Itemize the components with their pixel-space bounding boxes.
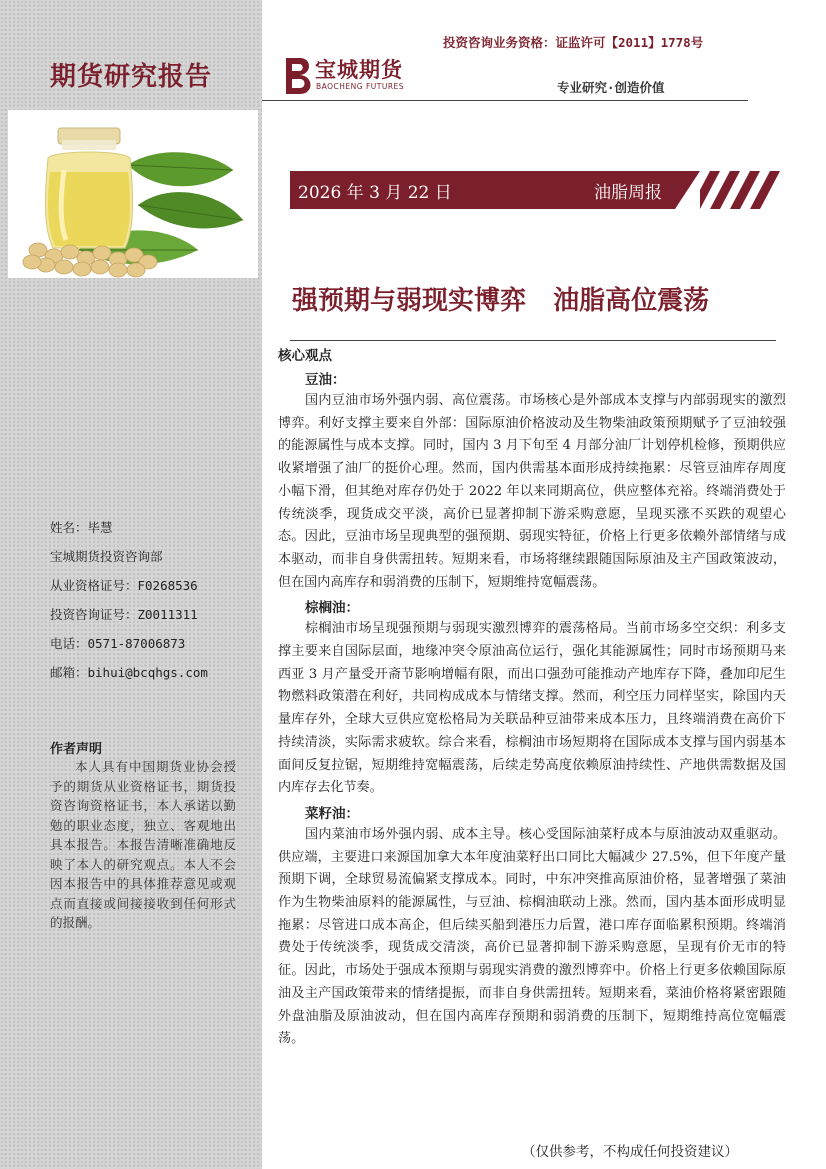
section-text-soybean-oil: 国内豆油市场外强内弱、高位震荡。市场核心是外部成本支撑与内部弱现实的激烈博弈。利好支撑主要来自外部：国际原油价格波动及生物柴油政策预期赋予了豆油较强的能源属性与成本支撑。同时，国内 3 月下旬至 4 月部分油厂计划停机检修，预期供应收紧增强了油厂的挺价心理。然而，国内供需基本面形成持续拖累：尽管豆油库存周度小幅下滑，但其绝对库存仍处于 2022 年以来同期高位，供应整体充裕。终端消费处于传统淡季，现货成交平淡，高价已显著抑制下游采购意愿，呈现买涨不买跌的观望心态。因此，豆油市场呈现典型的强预期、弱现实特征，价格上行更多依赖外部情绪与成本驱动，而非自身供需扭转。短期来看，市场将继续跟随国际原油及主产国政策波动，但在国内高库存和弱消费的压制下，短期维持宽幅震荡。: [278, 393, 786, 590]
sidebar: [0, 0, 262, 1169]
report-category-title: 期货研究报告: [50, 62, 213, 92]
section-heading-soybean-oil: 豆油：: [305, 372, 346, 388]
product-photo: [8, 110, 258, 278]
title-divider: [290, 340, 776, 341]
core-views-heading: 核心观点: [278, 348, 332, 364]
author-phone: 电话：0571-87006873: [50, 636, 186, 651]
section-heading-rapeseed-oil: 菜籽油：: [305, 805, 359, 822]
section-text-palm-oil: 棕榈油市场呈现强预期与弱现实激烈博弈的震荡格局。当前市场多空交织：利多支撑主要来自国际层面，地缘冲突令原油高位运行，强化其能源属性；同时市场预期马来西亚 3 月产量受开斋节影响增幅有限，而出口强劲可能推动产地库存下降，叠加印尼生物燃料政策潜在利好，共同构成成本与情绪支撑。然而，利空压力同样坚实，除国内天量库存外，全球大豆供应宽松格局为关联品种豆油带来成本压力，且终端消费在高价下持续清淡，实际需求疲软。综合来看，棕榈油市场短期将在国际成本支撑与国内弱基本面间反复拉锯，短期维持宽幅震荡，后续走势高度依赖原油持续性、产地供需数据及国内库存去化节奏。: [278, 621, 786, 796]
author-department: 宝城期货投资咨询部: [50, 549, 163, 564]
banner-stripes: [700, 171, 786, 209]
report-date: 2026 年 3 月 22 日: [298, 183, 452, 203]
oil-jar-soybean-illustration: [8, 110, 258, 278]
header-divider: [262, 100, 748, 101]
logo-text-en: BAOCHENG FUTURES: [316, 82, 405, 91]
author-email[interactable]: 邮箱：bihui@bcqhgs.com: [50, 665, 208, 680]
report-title: 强预期与弱现实博弈 油脂高位震荡: [292, 286, 710, 316]
section-heading-palm-oil: 棕榈油：: [305, 600, 359, 617]
slogan: 专业研究·创造价值: [557, 80, 665, 95]
declaration-title: 作者声明: [50, 742, 103, 757]
logo-b-icon: [282, 54, 314, 98]
author-consult-license: 投资咨询证号：Z0011311: [50, 607, 198, 622]
core-views: [278, 346, 786, 1051]
declaration-body: 本人具有中国期货业协会授予的期货从业资格证书，期货投资咨询资格证书，本人承诺以勤勉的职业态度，独立、客观地出具本报告。本报告清晰准确地反映了本人的研究观点。本人不会因本报告中的具体推荐意见或观点而直接或间接接收到任何形式的报酬。: [50, 759, 236, 930]
qualification-line: 投资咨询业务资格：证监许可【2011】1778号: [443, 35, 704, 50]
author-name: 姓名：毕慧: [50, 520, 113, 535]
author-license: 从业资格证号：F0268536: [50, 578, 198, 593]
disclaimer: （仅供参考，不构成任何投资建议）: [522, 1144, 738, 1160]
section-text-rapeseed-oil: 国内菜油市场外强内弱、成本主导。核心受国际油菜籽成本与原油波动双重驱动。供应端，主要进口来源国加拿大本年度油菜籽出口同比大幅减少 27.5%，但下年度产量预期下调，全球贸易流偏紧支撑成本。同时，中东冲突推高原油价格，显著增强了菜油作为生物柴油原料的能源属性，与豆油、棕榈油联动上涨。然而，国内基本面形成明显拖累：尽管进口成本高企，但后续买船到港压力后置，港口库存面临累积预期。终端消费处于传统淡季，现货成交清淡，高价已显著抑制下游采购意愿，呈现有价无市的特征。因此，市场处于强成本预期与弱现实消费的激烈博弈中。价格上行更多依赖国际原油及主产国政策带来的情绪提振，而非自身供需扭转。短期来看，菜油价格将紧密跟随外盘油脂及原油波动，但在国内高库存预期和弱消费的压制下，短期维持高位宽幅震荡。: [278, 826, 786, 1047]
report-type: 油脂周报: [594, 183, 662, 203]
author-info: [50, 513, 260, 687]
logo-text-cn: 宝城期货: [315, 58, 403, 82]
